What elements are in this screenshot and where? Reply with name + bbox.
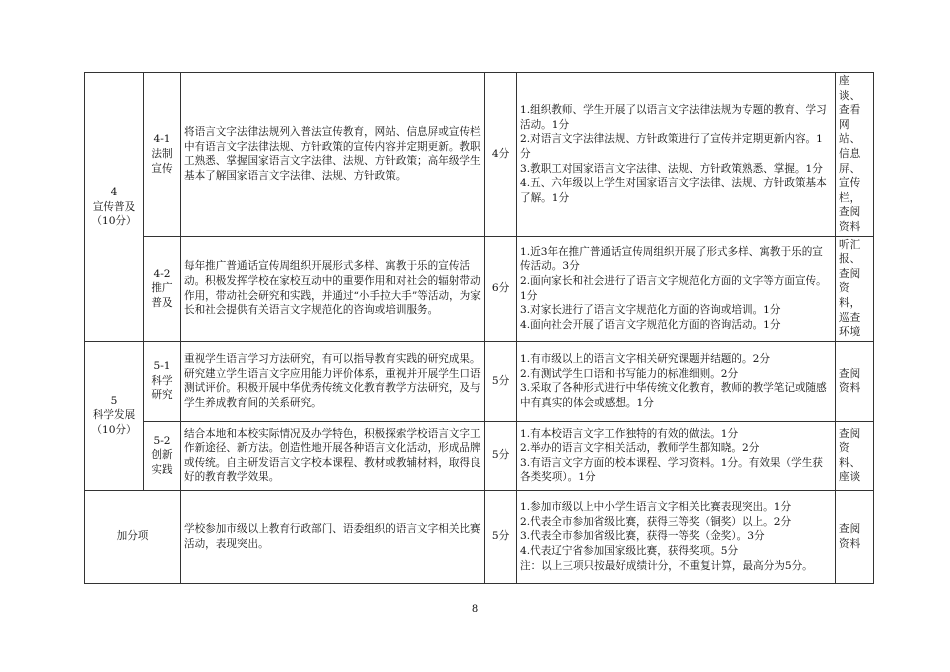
scoring-items-cell — [517, 490, 836, 583]
scoring-item: 3.代表全市参加省级比赛，获得一等奖（金奖）。3分 — [520, 530, 765, 543]
scoring-item: 2.举办的语言文字相关活动，教师学生都知晓。2分 — [520, 442, 760, 455]
method-cell: 查阅资料 — [836, 341, 874, 421]
table-row — [85, 421, 874, 490]
requirement-cell: 结合本地和本校实际情况及办学特色，积极探索学校语言文字工作新途径、新方法。创造性地开展各种语言文化活动，形成品牌或传统。自主研发语言文字校本课程、教材或教辅材料，取得良好的教育教学效果。 — [181, 421, 485, 490]
scoring-items-cell — [517, 236, 836, 341]
sub-code-cell: 5-2 创新 实践 — [144, 421, 181, 490]
scoring-item: 1.组织教师、学生开展了以语言文字法律法规为专题的教育、学习活动。1分 — [520, 104, 827, 131]
score-cell: 5分 — [485, 341, 517, 421]
score-cell: 6分 — [485, 236, 517, 341]
requirement-cell: 学校参加市级以上教育行政部门、语委组织的语言文字相关比赛活动，表现突出。 — [181, 490, 485, 583]
table-row — [85, 236, 874, 341]
method-cell: 查阅资料、座谈 — [836, 421, 874, 490]
table-row — [85, 341, 874, 421]
sub-code-cell: 4-1 法制 宣传 — [144, 73, 181, 237]
scoring-item: 3.对家长进行了语言文字规范化方面的咨询或培训。1分 — [520, 304, 781, 317]
requirement-cell: 每年推广普通话宣传周组织开展形式多样、寓教于乐的宣传活动。积极发挥学校在家校互动中的重要作用和对社会的辐射带动作用，带动社会研究和实践，并通过“小手拉大手”等活动，为家长和社会提供有关语言文字规范化的咨询或培训服务。 — [181, 236, 485, 341]
scoring-item: 2.对语言文字法律法规、方针政策进行了宣传并定期更新内容。1分 — [520, 133, 823, 160]
scoring-item: 4.面向社会开展了语言文字规范化方面的咨询活动。1分 — [520, 318, 781, 331]
scoring-item: 4.五、六年级以上学生对国家语言文字法律、法规、方针政策基本了解。1分 — [520, 177, 827, 204]
scoring-item: 1.参加市级以上中小学生语言文字相关比赛表现突出。1分 — [520, 501, 792, 514]
scoring-item: 2.面向家长和社会进行了语言文字规范化方面的文字等方面宣传。1分 — [520, 275, 827, 302]
scoring-items-cell — [517, 73, 836, 237]
table-row — [85, 73, 874, 237]
method-cell: 查阅资料 — [836, 490, 874, 583]
category-cell: 5 科学发展 （10分） — [85, 341, 144, 490]
scoring-item: 3.采取了各种形式进行中华传统文化教育，教师的教学笔记或随感中有真实的体会或感想。1分 — [520, 382, 827, 409]
score-cell: 5分 — [485, 421, 517, 490]
scoring-item: 1.近3年在推广普通话宣传周组织开展了形式多样、寓教于乐的宣传活动。3分 — [520, 245, 823, 273]
scoring-item: 2.代表全市参加省级比赛，获得三等奖（铜奖）以上。2分 — [520, 515, 792, 528]
score-cell: 5分 — [485, 490, 517, 583]
scoring-item: 1.有本校语言文字工作独特的有效的做法。1分 — [520, 427, 739, 440]
scoring-item: 注：以上三项只按最好成绩计分，不重复计算，最高分为5分。 — [520, 559, 813, 572]
scoring-item: 3.有语言文字方面的校本课程、学习资料。1分。有效果（学生获各类奖项）。1分 — [520, 456, 823, 484]
scoring-item: 4.代表辽宁省参加国家级比赛，获得奖项。5分 — [520, 544, 739, 557]
page-number: 8 — [471, 604, 479, 615]
scoring-item: 3.教职工对国家语言文字法律、法规、方针政策熟悉、掌握。1分 — [520, 162, 823, 175]
scoring-items-cell — [517, 421, 836, 490]
sub-code-cell: 5-1 科学 研究 — [144, 341, 181, 421]
table-row — [85, 490, 874, 583]
sub-code-cell: 4-2 推广 普及 — [144, 236, 181, 341]
method-cell: 座谈、查看网站、信息屏、宣传栏，查阅资料 — [836, 73, 874, 237]
scoring-item: 2.有测试学生口语和书写能力的标准细则。2分 — [520, 367, 739, 380]
evaluation-table — [84, 72, 874, 584]
bonus-label-cell: 加分项 — [85, 490, 181, 583]
scoring-item: 1.有市级以上的语言文字相关研究课题并结题的。2分 — [520, 353, 770, 365]
method-cell: 听汇报、查阅资料，巡查环境 — [836, 236, 874, 341]
requirement-cell: 重视学生语言学习方法研究，有可以指导教育实践的研究成果。研究建立学生语言文字应用能力评价体系，重视并开展学生口语测试评价。积极开展中华优秀传统文化教育教学方法研究，及与学生养成教育间的关系研究。 — [181, 341, 485, 421]
requirement-cell: 将语言文字法律法规列入普法宣传教育，网站、信息屏或宣传栏中有语言文字法律法规、方针政策的宣传内容并定期更新。教职工熟悉、掌握国家语言文字法律、法规、方针政策；高年级学生基本了解国家语言文字法律、法规、方针政策。 — [181, 73, 485, 237]
category-cell: 4 宣传普及 （10分） — [85, 73, 144, 342]
scoring-items-cell — [517, 341, 836, 421]
score-cell: 4分 — [485, 73, 517, 237]
